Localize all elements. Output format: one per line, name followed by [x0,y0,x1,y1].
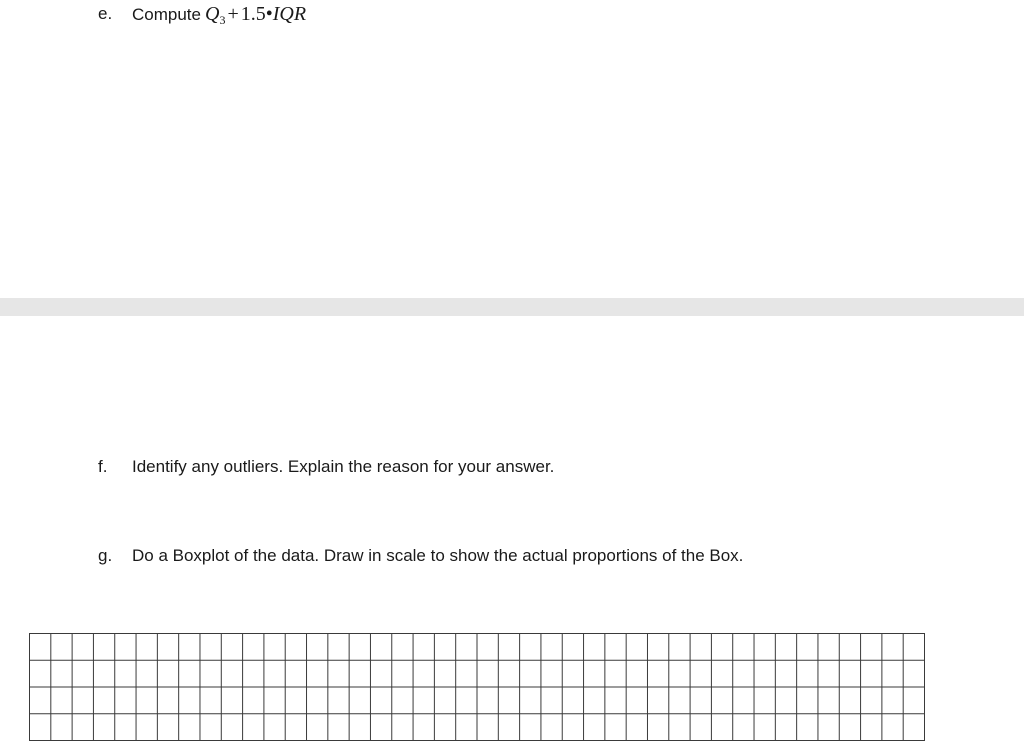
question-f-text: Identify any outliers. Explain the reason for your answer. [132,457,555,476]
question-g-text: Do a Boxplot of the data. Draw in scale to show the actual proportions of the Box. [132,546,744,565]
formula-plus: + [227,3,239,25]
question-f-letter: f. [98,457,108,476]
formula-dot: • [265,3,273,25]
formula-coefficient: 1.5 [240,3,266,25]
grid-lines [29,633,925,741]
question-e-letter: e. [98,4,113,23]
question-e-label: Compute [132,5,201,24]
formula-iqr: IQR [272,3,307,25]
formula-q: Q [204,3,220,25]
question-g-letter: g. [98,546,113,565]
question-e-text [132,3,306,26]
formula-q3-plus-iqr [205,3,306,25]
page-divider [0,298,1024,316]
boxplot-grid[interactable] [29,633,925,741]
formula-subscript: 3 [219,13,226,27]
